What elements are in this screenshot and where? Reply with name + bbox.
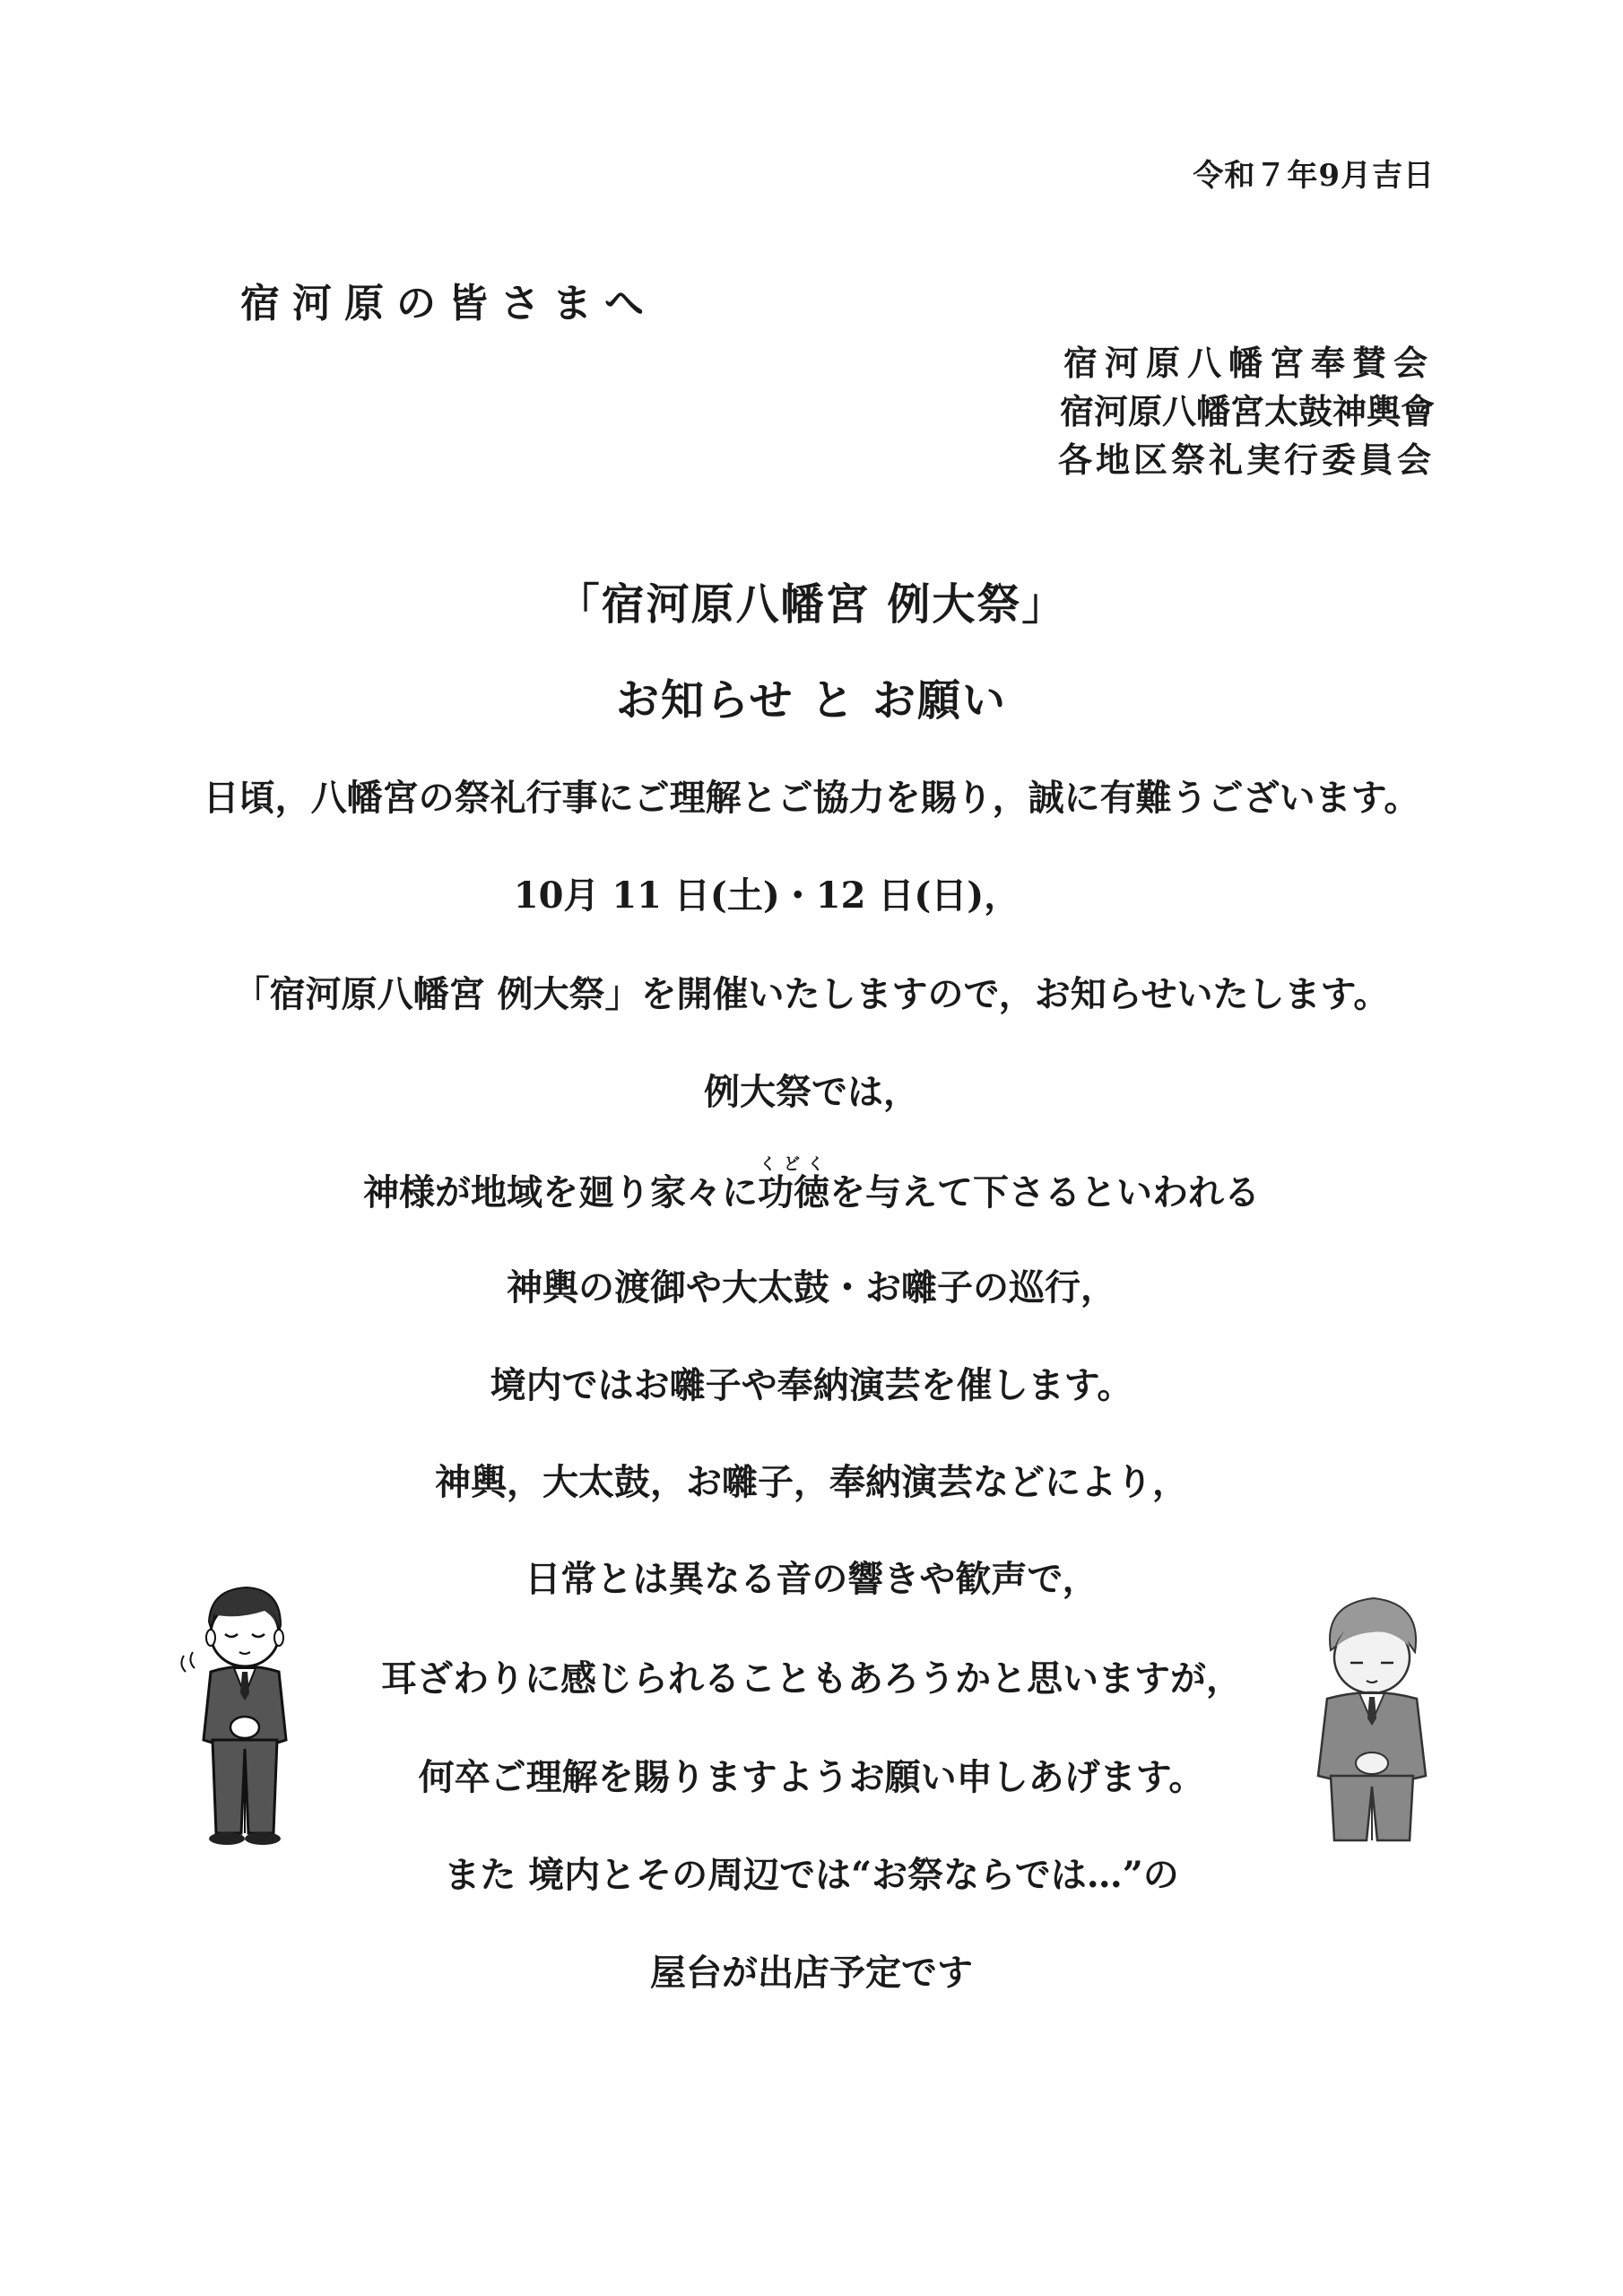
body-line-4: 例大祭では，: [704, 1071, 919, 1113]
body-line-12: また 境内とその周辺では“お祭ならでは…”の: [444, 1854, 1179, 1896]
sender-item: 各地区祭礼実行委員会: [1057, 439, 1435, 480]
body-line-7: 境内ではお囃子や奉納演芸を催します。: [490, 1364, 1133, 1406]
body-line-1: 日頃，八幡宮の祭礼行事にご理解とご協力を賜り，誠に有難うございます。: [203, 777, 1420, 819]
body-line-11: 何卒ご理解を賜りますようお願い申しあげます。: [418, 1756, 1205, 1798]
notice-subtitle: お知らせ と お願い: [616, 675, 1007, 726]
kudoku-ruby: [758, 1155, 829, 1213]
body-line-6: 神輿の渡御や大太鼓・お囃子の巡行，: [507, 1266, 1116, 1309]
body-line-13: 屋台が出店予定です: [650, 1952, 973, 1994]
bowing-man-icon: [1291, 1587, 1453, 1848]
body-line-3: 「宿河原八幡宮 例大祭」を開催いたしますので，お知らせいたします。: [233, 973, 1390, 1015]
body-line-10: 耳ざわりに感じられることもあろうかと思いますが，: [381, 1657, 1242, 1700]
kudoku-reading: くどく: [758, 1155, 829, 1174]
salutation: 宿河原の皆さまへ: [240, 281, 656, 326]
sender-item: 宿河原八幡宮奉賛会: [1063, 343, 1435, 383]
body-line-5-after: を与えて下さるといわれる: [829, 1171, 1260, 1213]
sender-list: [1058, 339, 1435, 484]
body-line-2: 10月 11 日(土)・12 日(日)，: [513, 874, 1020, 917]
body-line-5-before: 神様が地域を廻り家々に: [363, 1171, 758, 1213]
issue-date: 令和７年9月吉日: [1193, 158, 1435, 194]
body-line-5: [0, 1155, 1623, 1215]
body-line-8: 神輿，大太鼓，お囃子，奉納演芸などにより，: [435, 1461, 1188, 1503]
notice-title: 「宿河原八幡宮 例大祭」: [556, 579, 1067, 630]
sender-item: 宿河原八幡宮太鼓神輿會: [1059, 391, 1435, 431]
bowing-man-icon: [175, 1578, 309, 1848]
body-line-9: 日常とは異なる音の響きや歓声で，: [525, 1558, 1098, 1600]
kudoku-base: 功徳: [758, 1171, 829, 1213]
